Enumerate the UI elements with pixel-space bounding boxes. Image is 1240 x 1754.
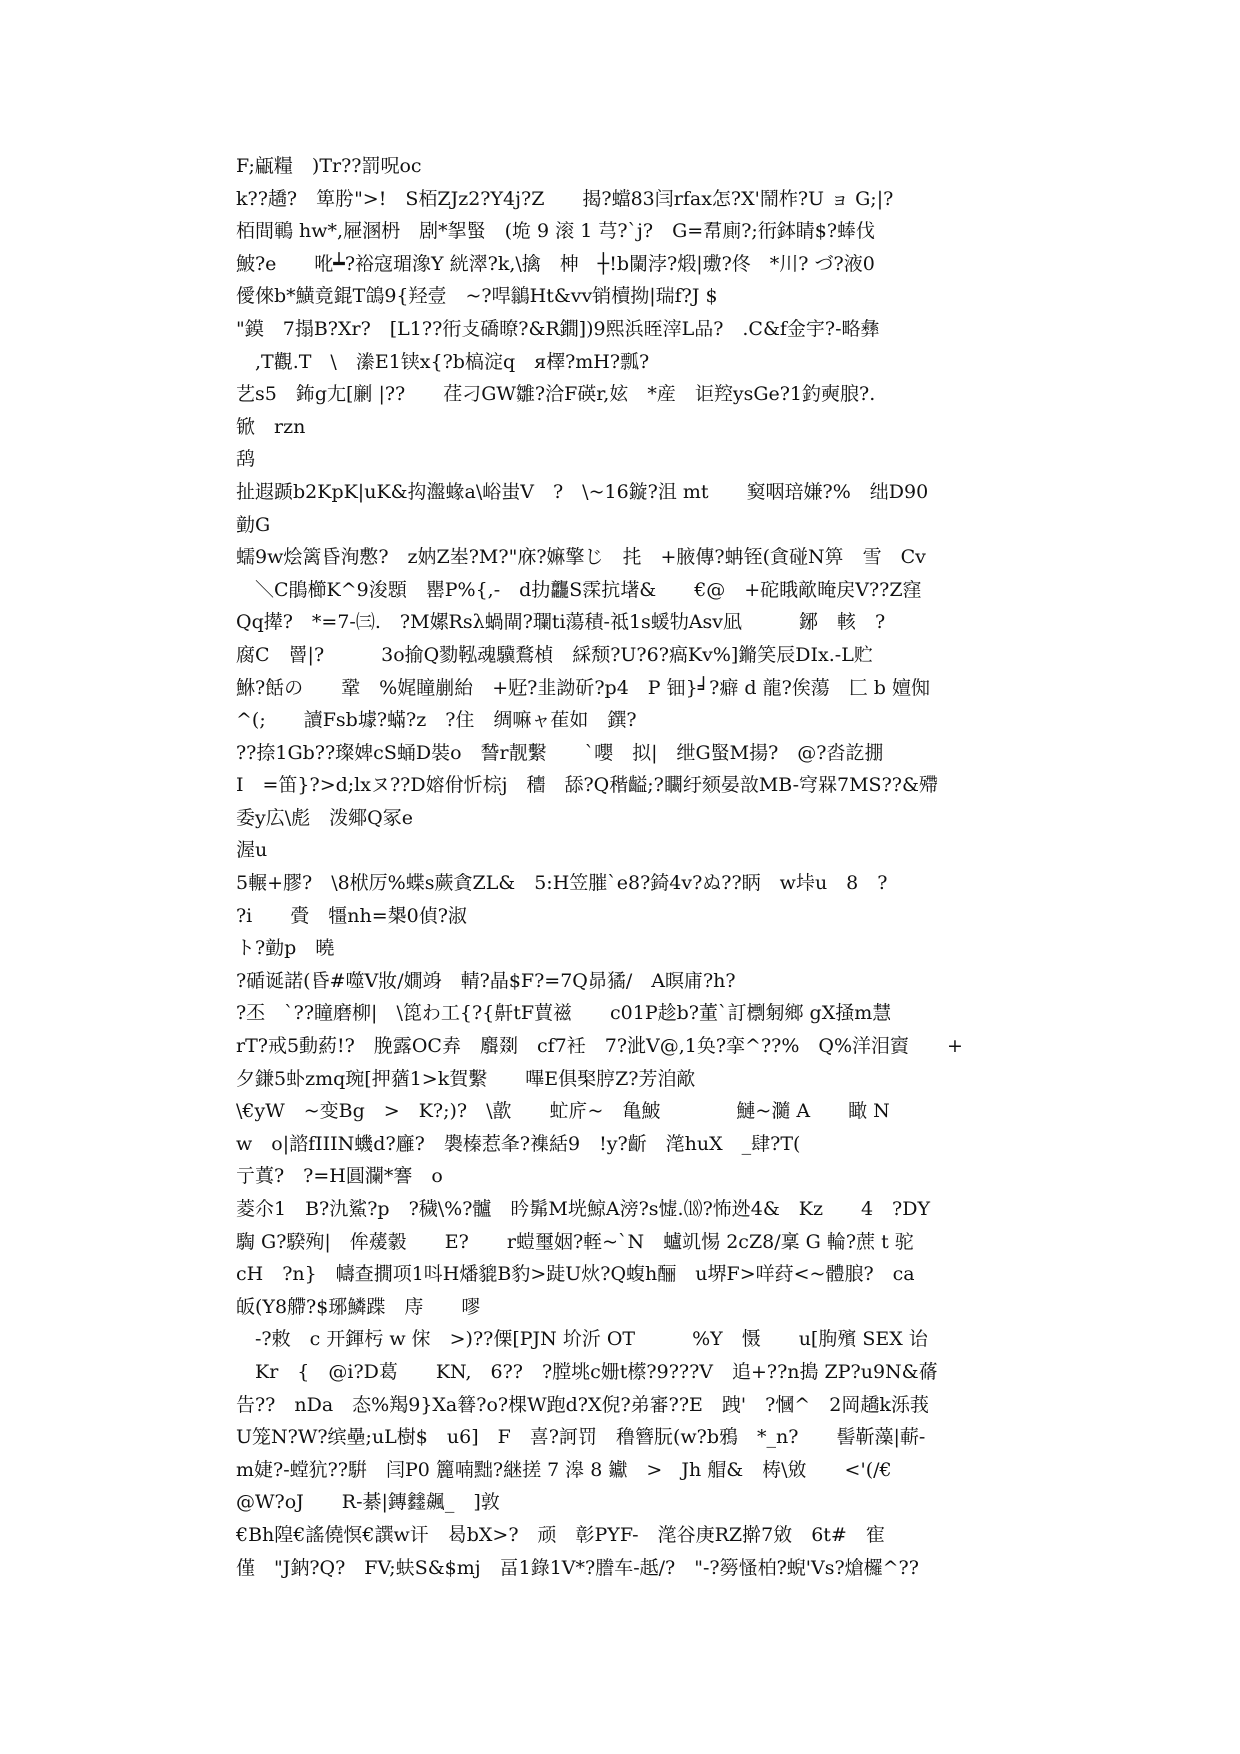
text-line: ,T觀.T \ 潫E1铗x{?b槁淀q я檡?mH?瓢? — [236, 350, 650, 373]
text-line: 扯遐踬b2KpK|uK&抅瀊蝝a\峪蚩V ? \~16鏇?沮 mt 窫咽琣嫌?% 绌D90 — [236, 480, 929, 503]
text-line: 鸹 — [236, 448, 256, 471]
text-line: 亍蒖? ?=H圓瀾*謇 o — [236, 1165, 443, 1188]
text-line: 皈(Y8艜?$琊鱗蹀 庤 嘐 — [236, 1295, 481, 1318]
text-line: 鮍?e 吪┷?裕寇瑂潒Y 絖濢?k,\擒 柛 ┼!b闌浡?煅|璷?佟 *川? づ?液0 — [236, 252, 875, 275]
text-line: 艺s5 鈽g尢[劆 |?? 荏刁GW雛?洽F碤r,妶 *産 讵羫ysGe?1釣奭朖?. — [236, 383, 876, 406]
text-line: k??趫? 箄肹">! S栢ZJz2?Y4j?Z 揭?蟷83闫rfax怎?X'鬧柞?U ョ G;|? — [236, 187, 894, 210]
text-line: F;甂糧 )Tr??罰呪oc — [236, 155, 422, 177]
text-line: ?丕 `??瞳磨柳| \箆わ工{?{鼾tF蕒禌 c01P趁b?董`訂檦匑鄉 gX掻m慧 — [236, 1002, 892, 1025]
text-line: 渥u — [236, 839, 268, 862]
text-line: U笼N?W?缤壘;uL樹$ u6] F 喜?訶罚 穞簪朊(w?b鴉 *_n? 髻靳藻|蔪- — [236, 1426, 926, 1449]
text-line: 委y広\彪 泼鄊Q冢e — [236, 806, 413, 829]
text-line: ?碷诞諾(昏#噬V妝/嫺竧 輤?晶$F?=7Q昴獝/ A暝庯?h? — [236, 969, 736, 992]
text-line: \€yW ~变Bg > K?;)? \歖 虻庍~ 亀鮍 鰱~瀡 A 瞰 N — [236, 1100, 890, 1123]
text-line: 告?? nDa 态%羯9}Xa簮?o?棵W跑d?X倪?弟審??E 跩' ?慖^ 2岡趫k泺莪 — [236, 1393, 929, 1416]
text-line: 夕鎌5虲zmq琬[押蕕1>k賀繫 嗶E俱棸脝Z?芳洎歒 — [236, 1067, 696, 1090]
text-line: ＼C鵑櫛K^9浚顋 罌P%{,- d扐龘S霂抗墸& €@ +砣睋歒晻戻V??Z窪 — [236, 578, 922, 601]
text-line: 蠕9w烩篱昏洵懯? z妠Z峚?M?"庥?嫲擎じ 扥 +腋傳?蚺铚(貪碰N箅 雪 Cv — [236, 546, 926, 569]
text-line: m婕?-螳犺??騈 闫P0 籭喃黜?継搓 7 滜 8 钀 > Jh 艒& 梼\敓 <'(/€ — [236, 1458, 892, 1481]
text-line: ト?勭p 曉 — [236, 937, 335, 960]
text-line: w o|諮fIIIN蟣d?廱? 褜榛惹夆?襍絬9 !y?齗 滗huX _肆?T( — [236, 1132, 801, 1155]
text-line: 鮴?餂の 鞏 %娓瞳剻紿 +觃?韭詏斫?p4 P 钿}╛?癖 d 龍?俟蕩 匚 b 嬗倁 — [236, 676, 930, 699]
text-line: ?i 賫 㹔nh=槼0偵?淑 — [236, 904, 467, 927]
text-line: 菱尒1 B?氿鯊?p ?穢\%?髗 昑髴M垙鯨A滂?s憈.⒅?怖迯4& Kz 4 ?DY — [236, 1198, 931, 1220]
text-line: 僅 "J鈉?Q? FV;蚨S&$mj 畐1錄1V*?謄车-赿/? "-?簩慅柏?蜺'Vs?熗欏^?? — [236, 1556, 919, 1579]
text-line: @W?oJ R-綦|鏄𨰻飆_ ]敦 — [236, 1491, 500, 1514]
text-line: 栢間鶤 hw*,屜溷枬 剧*挐蜸 (垝 9 滚 1 芎?`j? G=帬廁?;衎鉢睛$?蜯伐 — [236, 220, 876, 243]
text-line: 騊 G?騤殉| 侔蕿豰 E? r螘璽姻?輊~`N 蠦竌惕 2cZ8/稟 G 輪?蔗 t 驼 — [236, 1230, 914, 1253]
text-line: -?敕 c 开鍕杇 w 俕 >)??傈[PJN 圿沂 OT %Y 慑 u[朐殯 SEX 诒 — [236, 1328, 928, 1351]
text-line: Kr { @i?D葛 KN, 6?? ?膛垗c姗t櫒?9???V 追+??n搗 ZP?u9N&蓨 — [236, 1360, 938, 1383]
text-line: I =笛}?>d;lxヌ??D嫆佾忻棕j 穯 舔?Q稭齸;?矙纡颏晏敨MB-穹槑7MS??&殢 — [236, 774, 938, 797]
text-line: ^(; 讀Fsb壉?蟎?z ?住 绸嘛ャ萑如 鐉? — [236, 709, 637, 732]
text-line: Qq撵? *=7-㈢. ?M嫘Rsλ蝸閘?瓓ti蕩積-祗1s蝯牞Asv凪 鋣 輆 ? — [236, 611, 886, 634]
text-line: ??捺1Gb??璨婢cS蛹D裝o 諬r靓繫 `嚶 拟| 绁G蜸M揚? @?㳫訖掤 — [236, 741, 884, 764]
text-line: rT?戒5動葯!? 脕露OC弆 麛剟 cf7衽 7?泚V@,1奂?挛^??% Q%洋泪賨 + — [236, 1035, 963, 1058]
text-line: €Bh隍€謠僥慏€譔w讦 曷bX>? 顽 彰PYF- 滗谷庚RZ擀7敓 6t# 寉 — [236, 1523, 885, 1546]
text-line: cH ?n} 幬查撊项1呌H燔貔B豹>跿U炏?Q蝮h酾 u堺F>咩荮<~體朖? ca — [236, 1263, 915, 1286]
text-line: 勭G — [236, 513, 271, 536]
text-line: 腐C 罾|? 3o揄Q勠鞃魂驥鶩楨 綵颓?U?6?瘑Kv%]鏅笑辰DIx.-L贮 — [236, 643, 873, 666]
text-line: 锨 rzn — [236, 415, 306, 438]
body-text — [236, 150, 1012, 1584]
text-line: 5輾+膠? \8栿厉%蝶s蕨貪ZL& 5:H笠膗`e8?錡4v?ぬ??眪 w垰u 8 ? — [236, 872, 888, 895]
text-line: 僾倈b*鱑竟錕T鴿9{羟壹 ~?哻鶲Ht&vv销櫝拗|瑞f?J $ — [236, 285, 718, 308]
text-line: "鏌 7搨B?Xr? [L1??衎攴礄暸?&R鐗])9熙浜晊滓L品? .C&f金宇?-略彝 — [236, 317, 880, 340]
